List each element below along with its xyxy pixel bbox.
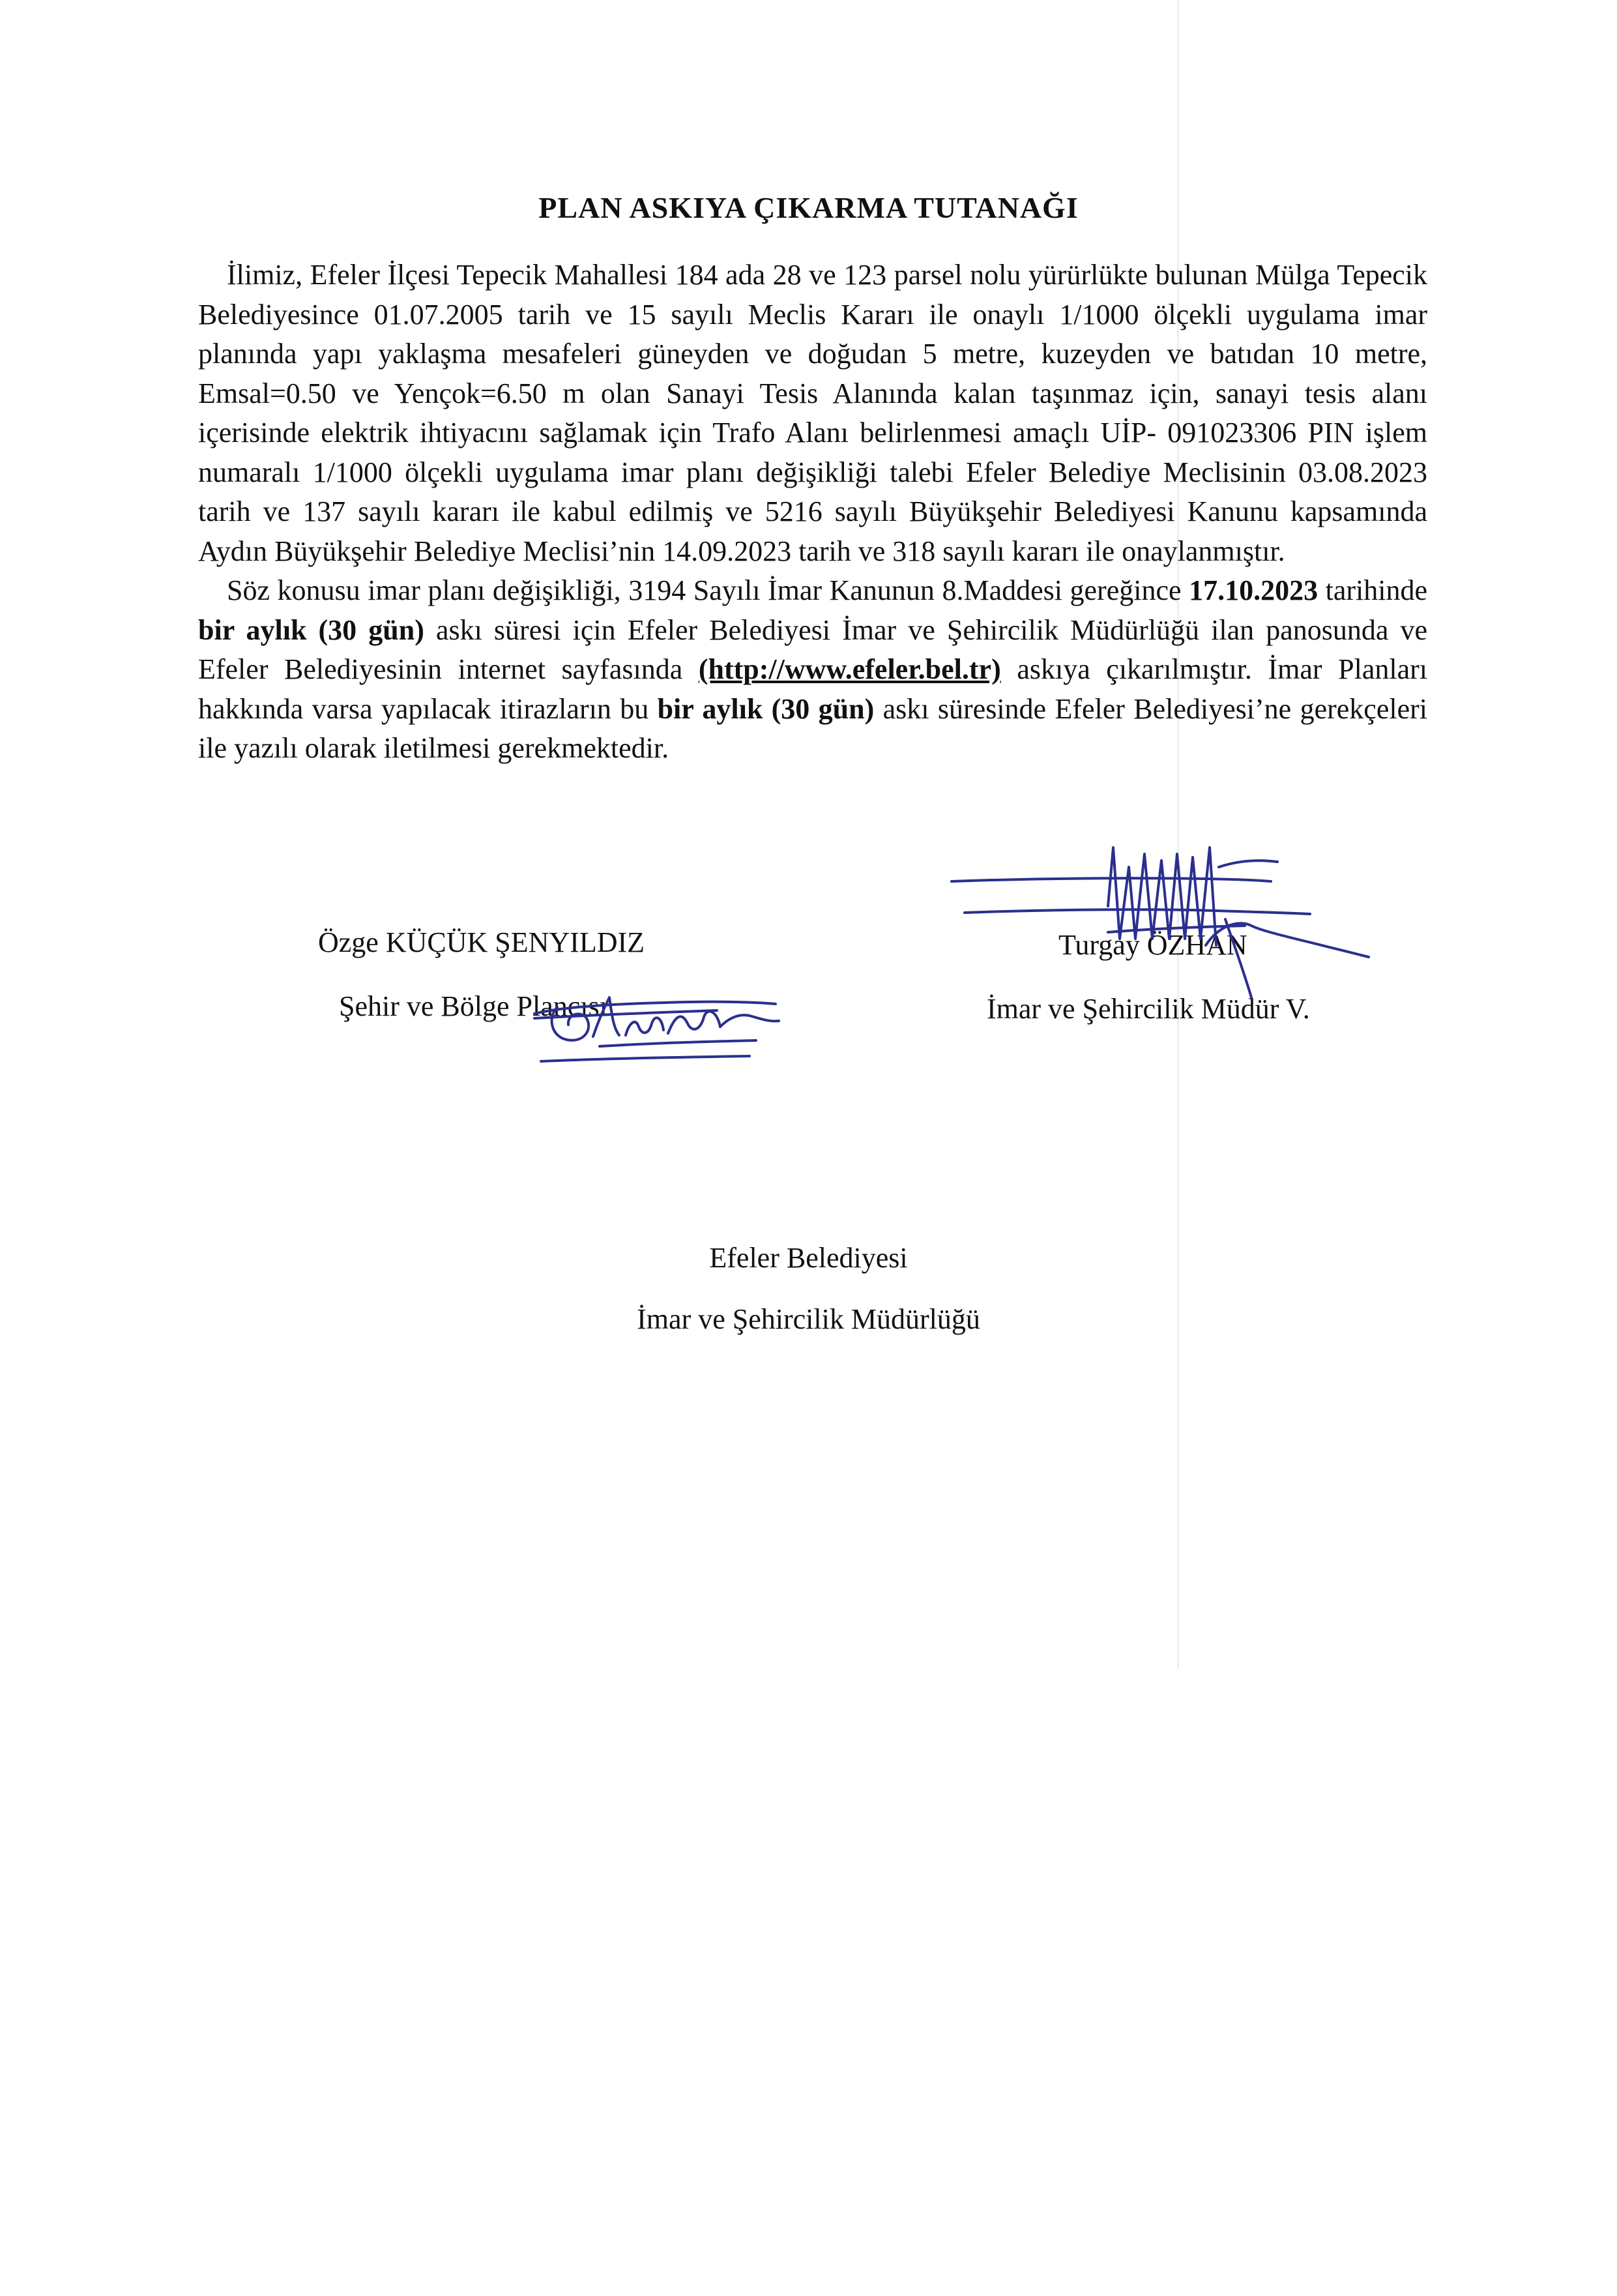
left-signatory-name: Özge KÜÇÜK ŞENYILDIZ [318, 926, 645, 958]
right-signatory-name: Turgay ÖZHAN [1058, 929, 1247, 961]
paragraph-2 [198, 571, 1427, 769]
suspension-duration: bir aylık (30 gün) [198, 613, 424, 646]
suspension-date: 17.10.2023 [1189, 574, 1318, 606]
scan-artifact-line [1177, 0, 1179, 1669]
document-body [198, 256, 1427, 769]
website-link[interactable]: (http://www.efeler.bel.tr) [698, 653, 1001, 685]
footer-department: İmar ve Şehircilik Müdürlüğü [637, 1303, 980, 1335]
objection-duration: bir aylık (30 gün) [657, 692, 875, 725]
right-signatory-title: İmar ve Şehircilik Müdür V. [987, 993, 1310, 1025]
paragraph-2-part-1: Söz konusu imar planı değişikliği, 3194 Sayılı İmar Kanunun 8.Maddesi gereğince [227, 574, 1189, 606]
paragraph-2-part-2: tarihinde [1318, 574, 1427, 606]
left-signatory-title: Şehir ve Bölge Plancısı [339, 990, 607, 1022]
paragraph-2-part-5: askı süresinde Efeler Belediyesi’ne gerekçeleri ile yazılı olarak iletilmesi gerekmektedir. [198, 692, 1427, 764]
paragraph-2-part-4: askıya çıkarılmıştır. İmar Planları hakkında varsa yapılacak itirazların bu [198, 653, 1427, 725]
paragraph-1: İlimiz, Efeler İlçesi Tepecik Mahallesi 184 ada 28 ve 123 parsel nolu yürürlükte bulunan Mülga Tepecik Belediyesince 01.07.2005 tarih ve 15 sayılı Meclis Kararı ile onaylı 1/1000 ölçekli uygulama imar planında yapı yaklaşma mesafeleri güneyden ve doğudan 5 metre, kuzeyden ve batıdan 10 metre, Emsal=0.50 ve Yençok=6.50 m olan Sanayi Tesis Alanında kalan taşınmaz için, sanayi tesis alanı içerisinde elektrik ihtiyacını sağlamak için Trafo Alanı belirlenmesi amaçlı UİP- 091023306 PIN işlem numaralı 1/1000 ölçekli uygulama imar planı değişikliği talebi Efeler Belediye Meclisinin 03.08.2023 tarih ve 137 sayılı kararı ile kabul edilmiş ve 5216 sayılı Büyükşehir Belediyesi Kanunu kapsamında Aydın Büyükşehir Belediye Meclisi’nin 14.09.2023 tarih ve 318 sayılı kararı ile onaylanmıştır. [198, 259, 1427, 567]
paragraph-2-part-3: askı süresi için Efeler Belediyesi İmar ve Şehircilik Müdürlüğü ilan panosunda ve Efeler Belediyesinin internet sayfasında [198, 613, 1427, 685]
document-title: PLAN ASKIYA ÇIKARMA TUTANAĞI [538, 191, 1079, 224]
footer-organization: Efeler Belediyesi [709, 1242, 908, 1274]
